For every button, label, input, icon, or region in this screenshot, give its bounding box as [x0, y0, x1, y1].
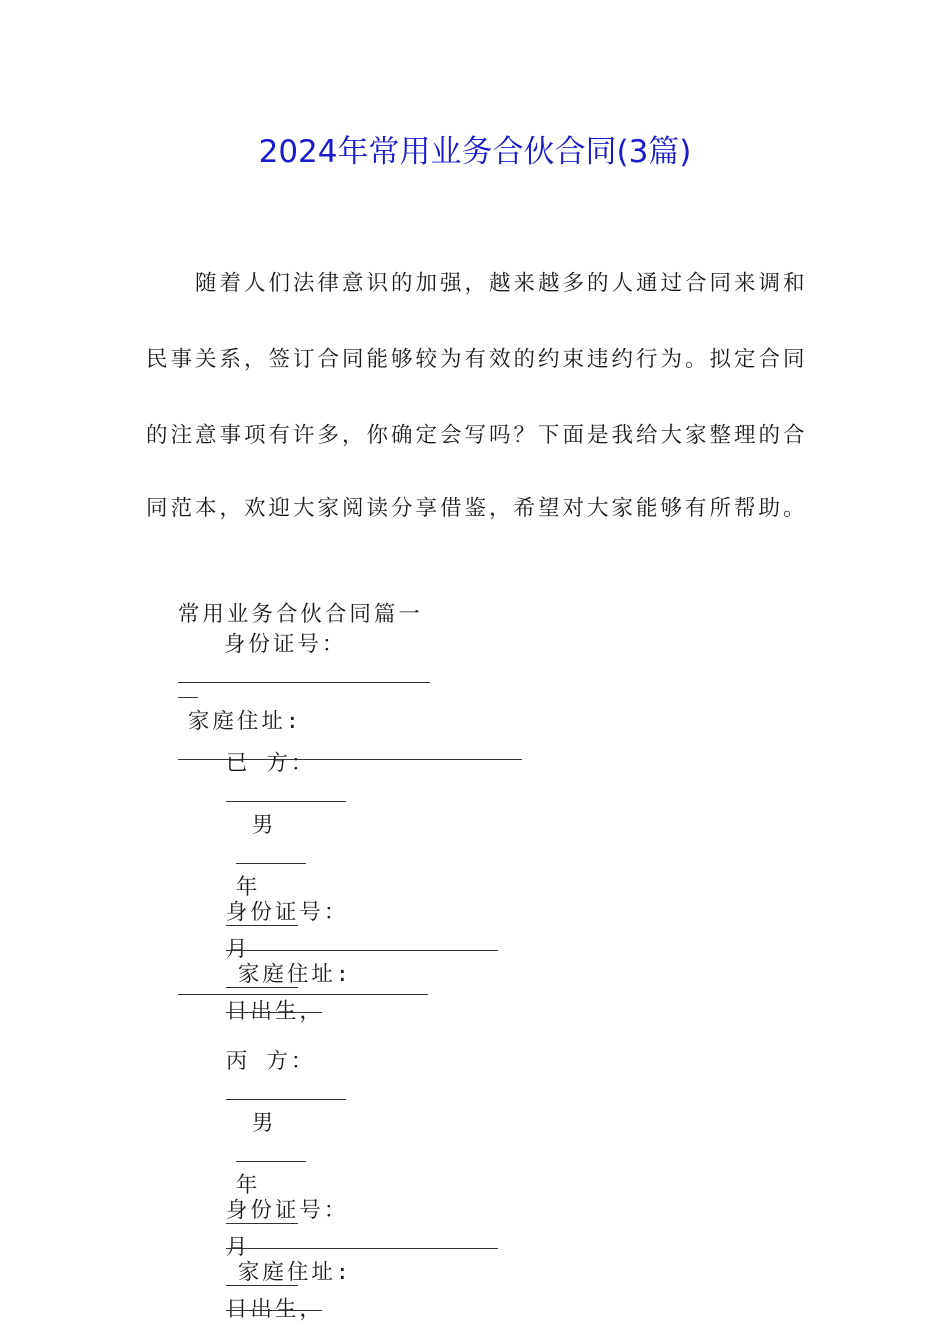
address-label: 家庭住址: — [187, 709, 302, 734]
party-c-address-label: 家庭住址: — [237, 1260, 352, 1285]
party-c-birth-year-blank[interactable] — [236, 1139, 306, 1162]
party-b-name-blank[interactable] — [226, 779, 346, 802]
party-b-address-blank-continued[interactable] — [178, 972, 428, 995]
party-b-address-continued-line — [146, 942, 826, 1004]
party-c-day-label: 日出生， — [225, 1297, 324, 1322]
party-b-day-label: 日出生， — [225, 999, 324, 1024]
party-c-year-label: 年 — [235, 1173, 261, 1198]
party-c-id-blank[interactable] — [226, 1226, 498, 1249]
party-b-gender: 男 — [251, 813, 277, 838]
section-heading: 常用业务合伙合同篇一 — [177, 602, 423, 627]
party-c-name-blank[interactable] — [226, 1077, 346, 1100]
party-c-month-label: 月 — [225, 1235, 251, 1260]
party-c-id-label: 身份证号： — [225, 1198, 349, 1223]
party-c-id-line — [194, 1166, 874, 1320]
party-c-address-blank[interactable] — [226, 1288, 322, 1311]
party-b-month-label: 月 — [225, 937, 251, 962]
party-c-label: 丙 方： — [225, 1049, 316, 1074]
id-number-blank-continued[interactable] — [178, 675, 198, 698]
party-b-address-label: 家庭住址: — [237, 962, 352, 987]
party-b-year-label: 年 — [235, 875, 261, 900]
intro-line-4: 同范本，欢迎大家阅读分享借鉴，希望对大家能够有所帮助。 — [146, 496, 808, 521]
id-label: 身份证号： — [223, 632, 347, 657]
intro-line-1: 随着人们法律意识的加强，越来越多的人通过合同来调和 — [195, 271, 808, 296]
party-b-label: 已 方： — [225, 751, 316, 776]
intro-line-2: 民事关系，签订合同能够较为有效的约束违约行为。拟定合同 — [146, 347, 808, 372]
intro-line-3: 的注意事项有许多，你确定会写吗？下面是我给大家整理的合 — [146, 423, 808, 448]
party-b-birth-year-blank[interactable] — [236, 841, 306, 864]
party-c-gender: 男 — [251, 1111, 277, 1136]
party-b-id-label: 身份证号： — [225, 900, 349, 925]
document-title: 2024年常用业务合伙合同(3篇) — [258, 134, 692, 170]
